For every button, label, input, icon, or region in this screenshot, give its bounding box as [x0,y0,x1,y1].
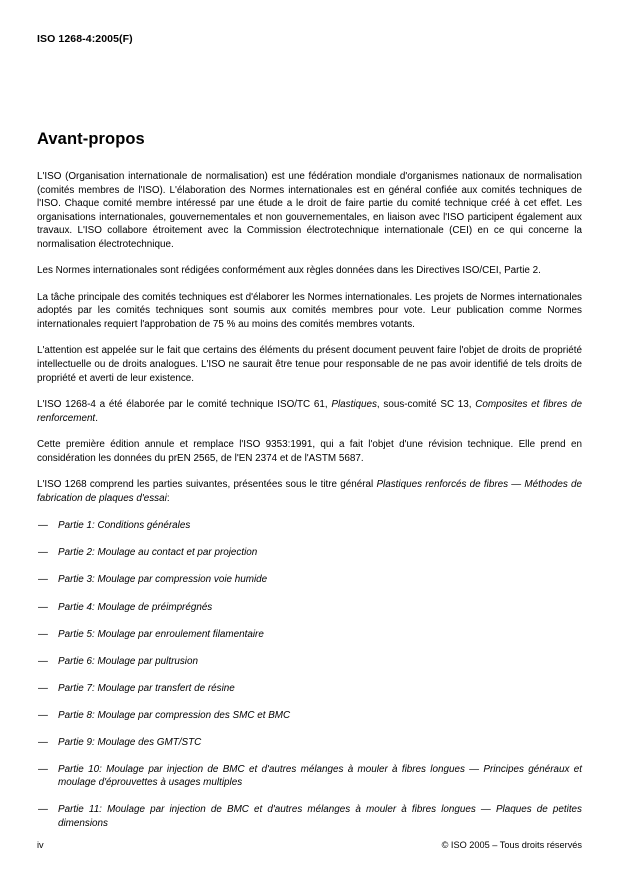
list-item-label: Partie 3: Moulage par compression voie humide [58,574,268,586]
list-item [37,546,582,560]
list-item-label: Partie 9: Moulage des GMT/STC [58,736,202,748]
paragraph-parts-intro [37,478,582,505]
em-dash-bullet-icon: — [38,628,48,640]
list-item [37,628,582,642]
page-title: Avant-propos [37,130,145,148]
list-item-label: Partie 10: Moulage par injection de BMC et d'autres mélanges à mouler à fibres longues — Principes généraux et moulage d'éprouvettes à usages multiples [58,763,582,789]
list-item-label: Partie 4: Moulage de préimprégnés [58,601,213,613]
parts-intro-tail: : [166,492,170,504]
em-dash-bullet-icon: — [38,574,48,586]
paragraph-edition: Cette première édition annule et remplace l'ISO 9353:1991, qui a fait l'objet d'une révision technique. Elle prend en considération les données du prEN 2565, de l'EN 2374 et de l'ASTM 5687. [37,439,582,464]
list-item [37,601,582,615]
em-dash-bullet-icon: — [38,804,48,816]
paragraph-2: Les Normes internationales sont rédigées conformément aux règles données dans les Directives ISO/CEI, Partie 2. [37,265,541,277]
em-dash-bullet-icon: — [38,655,48,667]
list-item [37,573,582,587]
copyright-notice: © ISO 2005 – Tous droits réservés [441,840,582,850]
committee-text-tail: . [95,412,98,424]
em-dash-bullet-icon: — [38,601,48,613]
paragraph-3: La tâche principale des comités techniques est d'élaborer les Normes internationales. Les projets de Normes internationales adoptés par les comités techniques sont soumis aux comités membres pour vote. Leur publication comme Normes internationales requiert l'approbation de 75 % au moins des comités membres votants. [37,291,582,330]
em-dash-bullet-icon: — [38,547,48,559]
list-item-label: Partie 11: Moulage par injection de BMC et d'autres mélanges à mouler à fibres longues — Plaques de petites dimensions [58,804,582,829]
parts-intro-lead: L'ISO 1268 comprend les parties suivantes, présentées sous le titre général [37,479,377,491]
list-item [37,682,582,696]
list-item [37,709,582,723]
list-item-label: Partie 5: Moulage par enroulement filamentaire [58,628,264,640]
em-dash-bullet-icon: — [38,736,48,748]
subcommittee-title-composites: Composites et fibres de renforcement [37,399,582,424]
list-item [37,763,582,790]
list-item-label: Partie 1: Conditions générales [58,520,191,532]
list-item-label: Partie 6: Moulage par pultrusion [58,655,198,667]
list-item-label: Partie 2: Moulage au contact et par projection [58,547,258,559]
list-item-label: Partie 7: Moulage par transfert de résine [58,682,235,694]
committee-text-lead: L'ISO 1268-4 a été élaborée par le comité technique ISO/TC 61, [37,399,332,411]
list-item [37,736,582,750]
parts-list [37,519,582,830]
committee-text-mid: , sous-comité SC 13, [376,399,476,411]
list-item [37,519,582,533]
page-number: iv [37,840,44,850]
paragraph-4: L'attention est appelée sur le fait que certains des éléments du présent document peuvent faire l'objet de droits de propriété intellectuelle ou de droits analogues. L'ISO ne saurait être tenue pour responsable de ne pas avoir identifié de tels droits de propriété et averti de leur existence. [37,345,582,384]
list-item-label: Partie 8: Moulage par compression des SMC et BMC [58,709,291,721]
em-dash-bullet-icon: — [38,682,48,694]
document-body [37,130,582,844]
em-dash-bullet-icon: — [38,709,48,721]
em-dash-bullet-icon: — [38,520,48,532]
list-item [37,655,582,669]
page-footer [37,840,582,850]
list-item [37,803,582,830]
paragraph-1: L'ISO (Organisation internationale de normalisation) est une fédération mondiale d'organismes nationaux de normalisation (comités membres de l'ISO). L'élaboration des Normes internationales est en général confiée aux comités techniques de l'ISO. Chaque comité membre intéressé par une étude a le droit de faire partie du comité technique créé à cet effet. Les organisations internationales, gouvernementales et non gouvernementales, en liaison avec l'ISO participent également aux travaux. L'ISO collabore étroitement avec la Commission électrotechnique internationale (CEI) en ce qui concerne la normalisation électrotechnique. [37,171,582,250]
general-title-italic: Plastiques renforcés de fibres — Méthodes de fabrication de plaques d'essai [37,479,583,504]
committee-title-plastiques: Plastiques [331,399,377,411]
em-dash-bullet-icon: — [38,763,48,775]
running-header: ISO 1268-4:2005(F) [37,33,133,45]
paragraph-committee [37,398,582,425]
